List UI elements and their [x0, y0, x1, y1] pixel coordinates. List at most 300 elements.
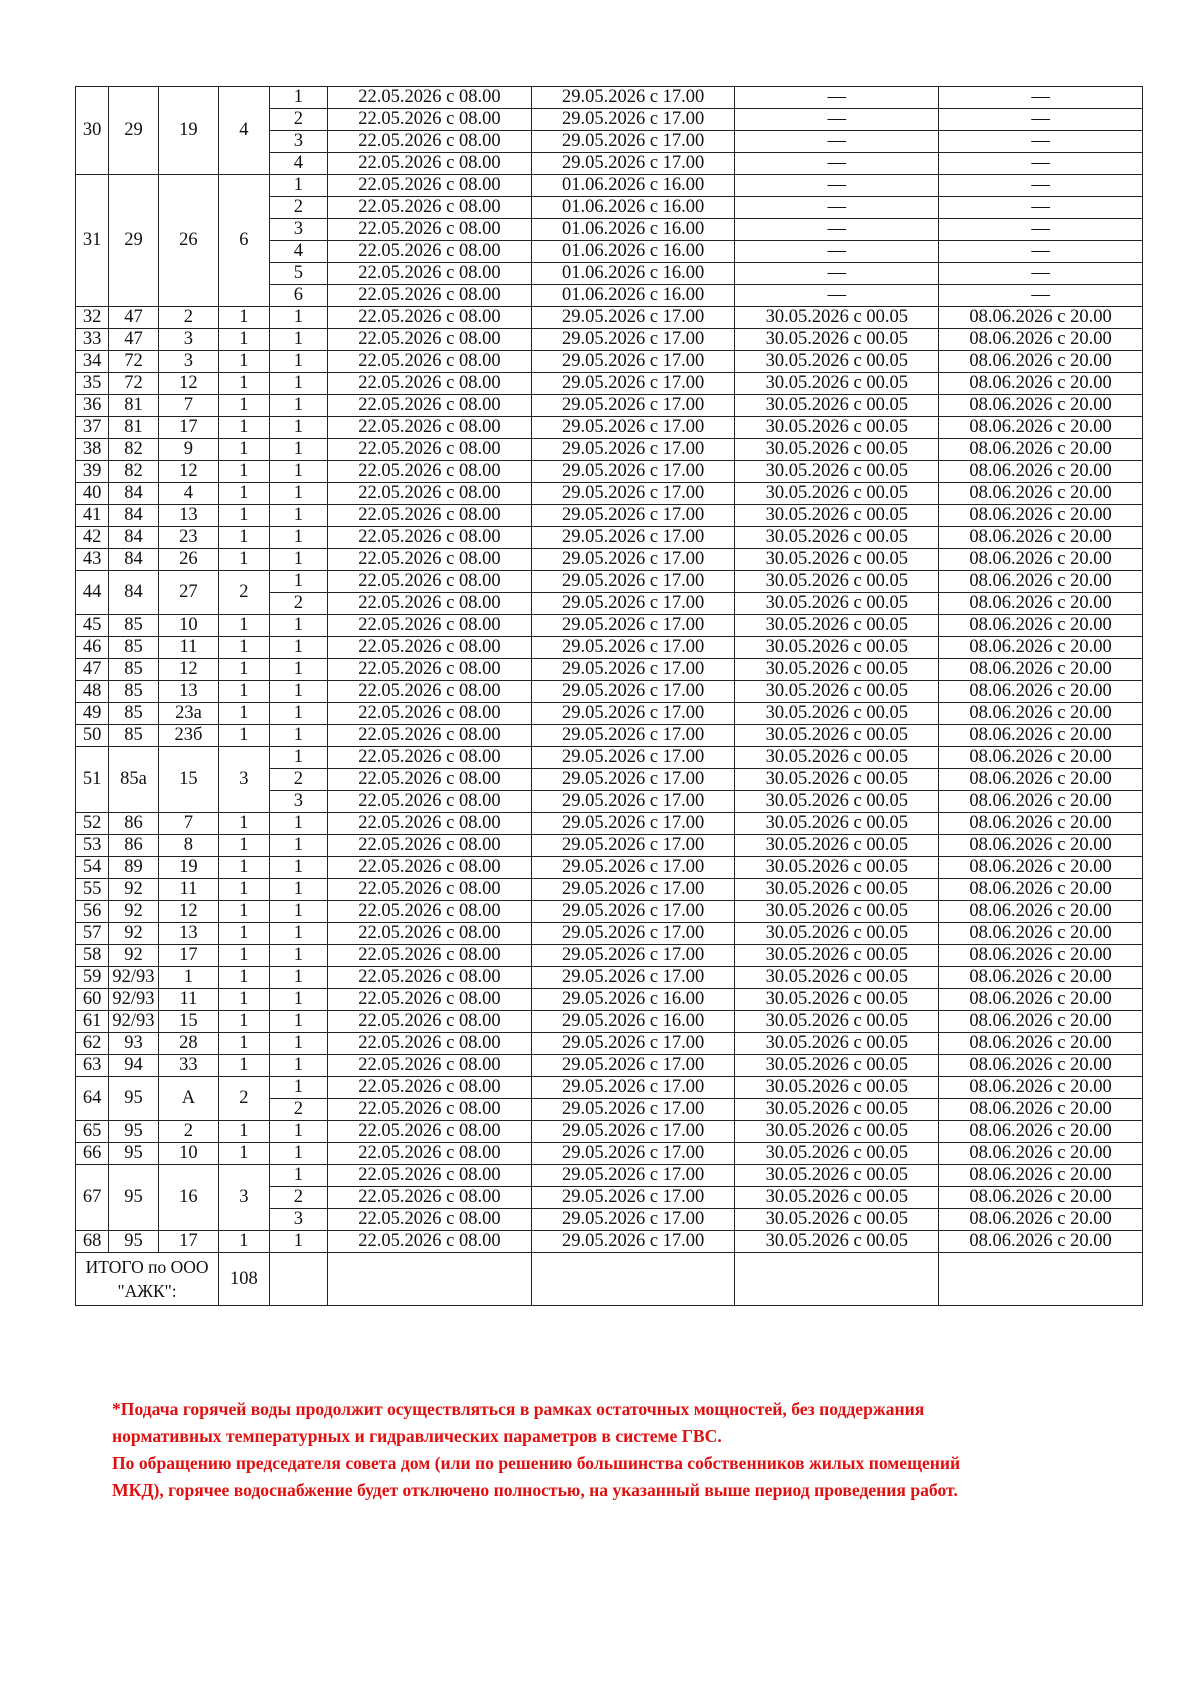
house-number-cell: 12 [158, 373, 219, 395]
date-cell: 30.05.2026 с 00.05 [735, 1209, 939, 1231]
date-cell: 22.05.2026 с 08.00 [328, 263, 532, 285]
table-row [76, 373, 1143, 395]
date-cell: 08.06.2026 с 20.00 [939, 461, 1143, 483]
entrance-count-cell: 1 [219, 725, 269, 747]
table-row [76, 945, 1143, 967]
date-cell: 30.05.2026 с 00.05 [735, 505, 939, 527]
date-cell: 29.05.2026 с 17.00 [531, 153, 735, 175]
street-number-cell: 85 [109, 725, 158, 747]
total-row [76, 1253, 1143, 1306]
entrance-cell: 2 [269, 197, 327, 219]
entrance-cell: 6 [269, 285, 327, 307]
date-cell: 08.06.2026 с 20.00 [939, 1011, 1143, 1033]
date-cell: 30.05.2026 с 00.05 [735, 417, 939, 439]
date-cell: 29.05.2026 с 17.00 [531, 131, 735, 153]
street-number-cell: 84 [109, 571, 158, 615]
entrance-cell: 1 [269, 681, 327, 703]
date-cell: 08.06.2026 с 20.00 [939, 483, 1143, 505]
date-cell: 08.06.2026 с 20.00 [939, 439, 1143, 461]
table-row [76, 879, 1143, 901]
row-number-cell: 54 [76, 857, 109, 879]
entrance-count-cell: 1 [219, 989, 269, 1011]
row-number-cell: 63 [76, 1055, 109, 1077]
entrance-count-cell: 1 [219, 1231, 269, 1253]
entrance-count-cell: 2 [219, 1077, 269, 1121]
entrance-cell: 1 [269, 175, 327, 197]
date-cell: 22.05.2026 с 08.00 [328, 1055, 532, 1077]
house-number-cell: 28 [158, 1033, 219, 1055]
date-cell: — [939, 153, 1143, 175]
entrance-cell: 3 [269, 219, 327, 241]
date-cell: — [939, 109, 1143, 131]
date-cell: 22.05.2026 с 08.00 [328, 703, 532, 725]
row-number-cell: 66 [76, 1143, 109, 1165]
date-cell: 29.05.2026 с 17.00 [531, 857, 735, 879]
table-row [76, 1121, 1143, 1143]
date-cell: 30.05.2026 с 00.05 [735, 351, 939, 373]
date-cell: 30.05.2026 с 00.05 [735, 461, 939, 483]
table-row [76, 87, 1143, 109]
date-cell: 22.05.2026 с 08.00 [328, 901, 532, 923]
date-cell: 29.05.2026 с 17.00 [531, 1121, 735, 1143]
date-cell: 22.05.2026 с 08.00 [328, 989, 532, 1011]
date-cell: 29.05.2026 с 17.00 [531, 461, 735, 483]
date-cell: 30.05.2026 с 00.05 [735, 1165, 939, 1187]
street-number-cell: 92 [109, 945, 158, 967]
row-number-cell: 68 [76, 1231, 109, 1253]
street-number-cell: 93 [109, 1033, 158, 1055]
street-number-cell: 81 [109, 395, 158, 417]
row-number-cell: 36 [76, 395, 109, 417]
street-number-cell: 47 [109, 329, 158, 351]
street-number-cell: 84 [109, 549, 158, 571]
house-number-cell: 17 [158, 945, 219, 967]
date-cell: 29.05.2026 с 17.00 [531, 637, 735, 659]
entrance-cell: 1 [269, 87, 327, 109]
date-cell: 30.05.2026 с 00.05 [735, 329, 939, 351]
date-cell: 22.05.2026 с 08.00 [328, 571, 532, 593]
entrance-cell: 2 [269, 1187, 327, 1209]
date-cell: 22.05.2026 с 08.00 [328, 813, 532, 835]
footnote [112, 1396, 1112, 1504]
empty-cell [328, 1253, 532, 1306]
date-cell: 01.06.2026 с 16.00 [531, 175, 735, 197]
date-cell: 29.05.2026 с 17.00 [531, 769, 735, 791]
date-cell: 30.05.2026 с 00.05 [735, 901, 939, 923]
date-cell: 08.06.2026 с 20.00 [939, 989, 1143, 1011]
date-cell: 08.06.2026 с 20.00 [939, 1143, 1143, 1165]
date-cell: 08.06.2026 с 20.00 [939, 571, 1143, 593]
entrance-count-cell: 1 [219, 615, 269, 637]
row-number-cell: 49 [76, 703, 109, 725]
row-number-cell: 48 [76, 681, 109, 703]
table-row [76, 901, 1143, 923]
table-row [76, 725, 1143, 747]
date-cell: — [735, 87, 939, 109]
table-row [76, 659, 1143, 681]
date-cell: — [735, 241, 939, 263]
row-number-cell: 37 [76, 417, 109, 439]
date-cell: 08.06.2026 с 20.00 [939, 307, 1143, 329]
table-row [76, 681, 1143, 703]
date-cell: 08.06.2026 с 20.00 [939, 923, 1143, 945]
entrance-cell: 3 [269, 1209, 327, 1231]
house-number-cell: 15 [158, 1011, 219, 1033]
date-cell: 22.05.2026 с 08.00 [328, 967, 532, 989]
date-cell: 08.06.2026 с 20.00 [939, 659, 1143, 681]
date-cell: 29.05.2026 с 17.00 [531, 681, 735, 703]
entrance-cell: 1 [269, 1121, 327, 1143]
date-cell: 29.05.2026 с 17.00 [531, 615, 735, 637]
date-cell: 08.06.2026 с 20.00 [939, 791, 1143, 813]
date-cell: 22.05.2026 с 08.00 [328, 241, 532, 263]
entrance-cell: 1 [269, 1033, 327, 1055]
date-cell: 29.05.2026 с 17.00 [531, 1231, 735, 1253]
entrance-count-cell: 1 [219, 703, 269, 725]
date-cell: 22.05.2026 с 08.00 [328, 439, 532, 461]
street-number-cell: 95 [109, 1165, 158, 1231]
entrance-cell: 3 [269, 791, 327, 813]
entrance-count-cell: 1 [219, 351, 269, 373]
date-cell: — [939, 175, 1143, 197]
row-number-cell: 52 [76, 813, 109, 835]
date-cell: 30.05.2026 с 00.05 [735, 769, 939, 791]
date-cell: 22.05.2026 с 08.00 [328, 153, 532, 175]
entrance-cell: 1 [269, 351, 327, 373]
empty-cell [269, 1253, 327, 1306]
entrance-cell: 1 [269, 813, 327, 835]
row-number-cell: 67 [76, 1165, 109, 1231]
date-cell: — [735, 109, 939, 131]
date-cell: 29.05.2026 с 17.00 [531, 109, 735, 131]
entrance-cell: 1 [269, 307, 327, 329]
date-cell: 29.05.2026 с 17.00 [531, 747, 735, 769]
entrance-cell: 1 [269, 615, 327, 637]
date-cell: 22.05.2026 с 08.00 [328, 197, 532, 219]
date-cell: 22.05.2026 с 08.00 [328, 219, 532, 241]
date-cell: 01.06.2026 с 16.00 [531, 263, 735, 285]
date-cell: 08.06.2026 с 20.00 [939, 549, 1143, 571]
entrance-count-cell: 1 [219, 813, 269, 835]
table-row [76, 813, 1143, 835]
date-cell: 29.05.2026 с 17.00 [531, 1143, 735, 1165]
entrance-cell: 1 [269, 1011, 327, 1033]
table-row [76, 1055, 1143, 1077]
entrance-cell: 2 [269, 1099, 327, 1121]
date-cell: 30.05.2026 с 00.05 [735, 1143, 939, 1165]
date-cell: 22.05.2026 с 08.00 [328, 351, 532, 373]
entrance-cell: 3 [269, 131, 327, 153]
date-cell: 30.05.2026 с 00.05 [735, 395, 939, 417]
house-number-cell: 12 [158, 461, 219, 483]
row-number-cell: 43 [76, 549, 109, 571]
street-number-cell: 84 [109, 483, 158, 505]
house-number-cell: А [158, 1077, 219, 1121]
table-row [76, 329, 1143, 351]
entrance-cell: 2 [269, 109, 327, 131]
row-number-cell: 64 [76, 1077, 109, 1121]
entrance-count-cell: 1 [219, 1143, 269, 1165]
date-cell: 08.06.2026 с 20.00 [939, 1187, 1143, 1209]
table-row [76, 1077, 1143, 1099]
date-cell: 22.05.2026 с 08.00 [328, 329, 532, 351]
street-number-cell: 92 [109, 879, 158, 901]
table-row [76, 1231, 1143, 1253]
row-number-cell: 33 [76, 329, 109, 351]
date-cell: 30.05.2026 с 00.05 [735, 659, 939, 681]
row-number-cell: 30 [76, 87, 109, 175]
date-cell: 22.05.2026 с 08.00 [328, 1209, 532, 1231]
house-number-cell: 27 [158, 571, 219, 615]
date-cell: 29.05.2026 с 17.00 [531, 329, 735, 351]
date-cell: — [735, 263, 939, 285]
entrance-count-cell: 1 [219, 417, 269, 439]
date-cell: 29.05.2026 с 17.00 [531, 835, 735, 857]
row-number-cell: 47 [76, 659, 109, 681]
street-number-cell: 85 [109, 615, 158, 637]
date-cell: — [939, 197, 1143, 219]
entrance-cell: 1 [269, 1077, 327, 1099]
entrance-cell: 1 [269, 527, 327, 549]
footnote-line: По обращению председателя совета дом (или по решению большинства собственников жилых помещений [112, 1453, 961, 1473]
date-cell: — [735, 153, 939, 175]
street-number-cell: 86 [109, 835, 158, 857]
entrance-cell: 4 [269, 241, 327, 263]
date-cell: 22.05.2026 с 08.00 [328, 835, 532, 857]
date-cell: 08.06.2026 с 20.00 [939, 1033, 1143, 1055]
table-row [76, 439, 1143, 461]
date-cell: — [939, 263, 1143, 285]
street-number-cell: 94 [109, 1055, 158, 1077]
entrance-cell: 1 [269, 483, 327, 505]
entrance-cell: 1 [269, 659, 327, 681]
date-cell: 22.05.2026 с 08.00 [328, 483, 532, 505]
entrance-cell: 1 [269, 703, 327, 725]
empty-cell [939, 1253, 1143, 1306]
date-cell: 22.05.2026 с 08.00 [328, 1033, 532, 1055]
date-cell: 08.06.2026 с 20.00 [939, 395, 1143, 417]
date-cell: 08.06.2026 с 20.00 [939, 725, 1143, 747]
date-cell: 08.06.2026 с 20.00 [939, 351, 1143, 373]
entrance-cell: 1 [269, 505, 327, 527]
date-cell: 29.05.2026 с 17.00 [531, 417, 735, 439]
date-cell: 08.06.2026 с 20.00 [939, 681, 1143, 703]
entrance-count-cell: 1 [219, 329, 269, 351]
date-cell: 22.05.2026 с 08.00 [328, 659, 532, 681]
entrance-cell: 1 [269, 747, 327, 769]
house-number-cell: 1 [158, 967, 219, 989]
date-cell: 22.05.2026 с 08.00 [328, 131, 532, 153]
house-number-cell: 13 [158, 505, 219, 527]
street-number-cell: 89 [109, 857, 158, 879]
street-number-cell: 47 [109, 307, 158, 329]
date-cell: 30.05.2026 с 00.05 [735, 1231, 939, 1253]
entrance-count-cell: 2 [219, 571, 269, 615]
date-cell: 30.05.2026 с 00.05 [735, 1033, 939, 1055]
date-cell: 30.05.2026 с 00.05 [735, 1077, 939, 1099]
date-cell: 08.06.2026 с 20.00 [939, 1055, 1143, 1077]
entrance-cell: 4 [269, 153, 327, 175]
table-row [76, 549, 1143, 571]
date-cell: 29.05.2026 с 17.00 [531, 373, 735, 395]
date-cell: 30.05.2026 с 00.05 [735, 703, 939, 725]
date-cell: 08.06.2026 с 20.00 [939, 1121, 1143, 1143]
date-cell: 22.05.2026 с 08.00 [328, 307, 532, 329]
row-number-cell: 46 [76, 637, 109, 659]
table-row [76, 703, 1143, 725]
date-cell: 08.06.2026 с 20.00 [939, 857, 1143, 879]
house-number-cell: 3 [158, 329, 219, 351]
date-cell: 01.06.2026 с 16.00 [531, 241, 735, 263]
date-cell: 22.05.2026 с 08.00 [328, 417, 532, 439]
schedule-table-body [76, 87, 1143, 1306]
date-cell: 08.06.2026 с 20.00 [939, 879, 1143, 901]
date-cell: 08.06.2026 с 20.00 [939, 615, 1143, 637]
street-number-cell: 84 [109, 527, 158, 549]
date-cell: 29.05.2026 с 17.00 [531, 593, 735, 615]
date-cell: 22.05.2026 с 08.00 [328, 285, 532, 307]
table-row [76, 835, 1143, 857]
street-number-cell: 92/93 [109, 989, 158, 1011]
date-cell: 22.05.2026 с 08.00 [328, 725, 532, 747]
house-number-cell: 11 [158, 637, 219, 659]
row-number-cell: 59 [76, 967, 109, 989]
footnote-line: *Подача горячей воды продолжит осуществляться в рамках остаточных мощностей, без поддержания [112, 1399, 925, 1419]
table-row [76, 857, 1143, 879]
date-cell: 22.05.2026 с 08.00 [328, 637, 532, 659]
entrance-count-cell: 1 [219, 439, 269, 461]
entrance-count-cell: 1 [219, 923, 269, 945]
entrance-cell: 1 [269, 1143, 327, 1165]
row-number-cell: 40 [76, 483, 109, 505]
table-row [76, 747, 1143, 769]
house-number-cell: 23б [158, 725, 219, 747]
entrance-cell: 1 [269, 1231, 327, 1253]
date-cell: 29.05.2026 с 17.00 [531, 1099, 735, 1121]
row-number-cell: 57 [76, 923, 109, 945]
entrance-count-cell: 1 [219, 681, 269, 703]
entrance-count-cell: 1 [219, 505, 269, 527]
street-number-cell: 95 [109, 1143, 158, 1165]
date-cell: 30.05.2026 с 00.05 [735, 747, 939, 769]
street-number-cell: 81 [109, 417, 158, 439]
date-cell: 08.06.2026 с 20.00 [939, 1099, 1143, 1121]
date-cell: 29.05.2026 с 17.00 [531, 549, 735, 571]
entrance-cell: 1 [269, 329, 327, 351]
date-cell: 29.05.2026 с 17.00 [531, 791, 735, 813]
date-cell: 29.05.2026 с 17.00 [531, 1033, 735, 1055]
date-cell: — [939, 241, 1143, 263]
date-cell: 22.05.2026 с 08.00 [328, 945, 532, 967]
table-row [76, 1143, 1143, 1165]
date-cell: 22.05.2026 с 08.00 [328, 1121, 532, 1143]
date-cell: 30.05.2026 с 00.05 [735, 1187, 939, 1209]
date-cell: 22.05.2026 с 08.00 [328, 615, 532, 637]
date-cell: 22.05.2026 с 08.00 [328, 681, 532, 703]
date-cell: 08.06.2026 с 20.00 [939, 329, 1143, 351]
date-cell: 22.05.2026 с 08.00 [328, 505, 532, 527]
entrance-cell: 5 [269, 263, 327, 285]
house-number-cell: 17 [158, 417, 219, 439]
date-cell: 08.06.2026 с 20.00 [939, 593, 1143, 615]
house-number-cell: 23 [158, 527, 219, 549]
date-cell: 22.05.2026 с 08.00 [328, 87, 532, 109]
entrance-count-cell: 1 [219, 1011, 269, 1033]
date-cell: 22.05.2026 с 08.00 [328, 857, 532, 879]
table-row [76, 307, 1143, 329]
table-row [76, 417, 1143, 439]
entrance-cell: 1 [269, 967, 327, 989]
date-cell: 08.06.2026 с 20.00 [939, 769, 1143, 791]
date-cell: 29.05.2026 с 17.00 [531, 1055, 735, 1077]
row-number-cell: 55 [76, 879, 109, 901]
row-number-cell: 53 [76, 835, 109, 857]
entrance-count-cell: 6 [219, 175, 269, 307]
entrance-count-cell: 1 [219, 945, 269, 967]
street-number-cell: 92/93 [109, 1011, 158, 1033]
row-number-cell: 65 [76, 1121, 109, 1143]
date-cell: 01.06.2026 с 16.00 [531, 219, 735, 241]
date-cell: 30.05.2026 с 00.05 [735, 791, 939, 813]
date-cell: 30.05.2026 с 00.05 [735, 857, 939, 879]
house-number-cell: 11 [158, 989, 219, 1011]
house-number-cell: 7 [158, 813, 219, 835]
entrance-count-cell: 4 [219, 87, 269, 175]
row-number-cell: 34 [76, 351, 109, 373]
date-cell: 30.05.2026 с 00.05 [735, 945, 939, 967]
date-cell: 30.05.2026 с 00.05 [735, 549, 939, 571]
house-number-cell: 19 [158, 857, 219, 879]
date-cell: 22.05.2026 с 08.00 [328, 175, 532, 197]
entrance-count-cell: 1 [219, 857, 269, 879]
table-row [76, 1033, 1143, 1055]
street-number-cell: 92/93 [109, 967, 158, 989]
date-cell: 29.05.2026 с 17.00 [531, 945, 735, 967]
entrance-cell: 2 [269, 769, 327, 791]
street-number-cell: 85 [109, 681, 158, 703]
entrance-count-cell: 1 [219, 659, 269, 681]
date-cell: 08.06.2026 с 20.00 [939, 747, 1143, 769]
date-cell: 08.06.2026 с 20.00 [939, 945, 1143, 967]
date-cell: 22.05.2026 с 08.00 [328, 395, 532, 417]
date-cell: 30.05.2026 с 00.05 [735, 373, 939, 395]
row-number-cell: 42 [76, 527, 109, 549]
entrance-count-cell: 1 [219, 967, 269, 989]
date-cell: 29.05.2026 с 17.00 [531, 1165, 735, 1187]
house-number-cell: 13 [158, 681, 219, 703]
entrance-count-cell: 1 [219, 901, 269, 923]
date-cell: 22.05.2026 с 08.00 [328, 373, 532, 395]
entrance-count-cell: 1 [219, 1121, 269, 1143]
row-number-cell: 50 [76, 725, 109, 747]
table-row [76, 483, 1143, 505]
entrance-count-cell: 1 [219, 637, 269, 659]
row-number-cell: 61 [76, 1011, 109, 1033]
street-number-cell: 82 [109, 439, 158, 461]
row-number-cell: 39 [76, 461, 109, 483]
entrance-count-cell: 1 [219, 373, 269, 395]
date-cell: 29.05.2026 с 17.00 [531, 1077, 735, 1099]
date-cell: 30.05.2026 с 00.05 [735, 307, 939, 329]
date-cell: 29.05.2026 с 17.00 [531, 879, 735, 901]
date-cell: 30.05.2026 с 00.05 [735, 923, 939, 945]
entrance-count-cell: 1 [219, 307, 269, 329]
date-cell: 22.05.2026 с 08.00 [328, 1143, 532, 1165]
entrance-cell: 1 [269, 439, 327, 461]
date-cell: 29.05.2026 с 17.00 [531, 901, 735, 923]
date-cell: 29.05.2026 с 17.00 [531, 659, 735, 681]
street-number-cell: 82 [109, 461, 158, 483]
